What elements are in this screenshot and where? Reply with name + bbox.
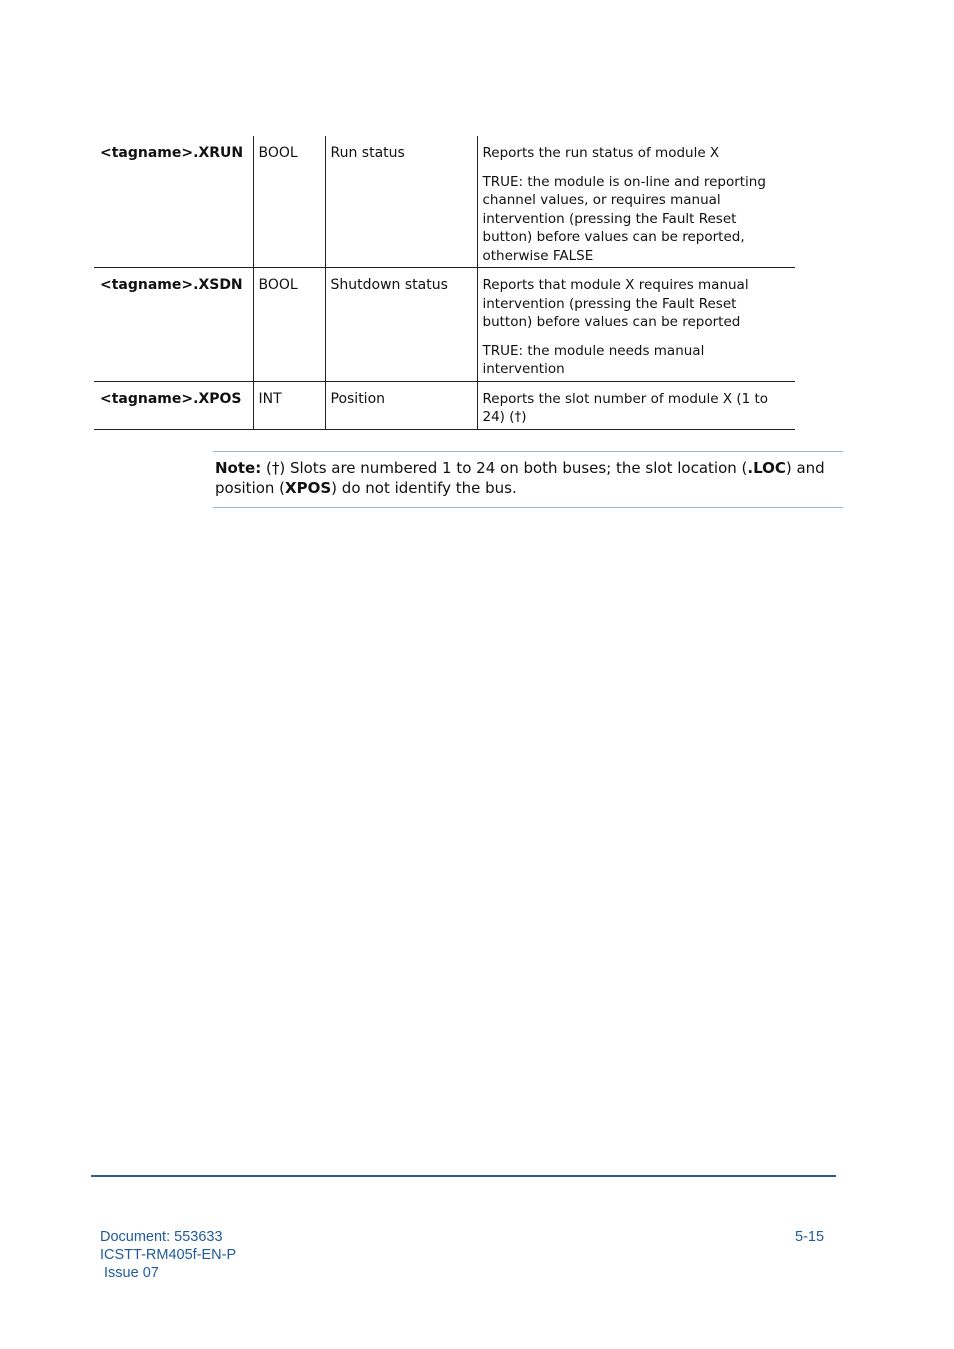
description-paragraph: TRUE: the module is on-line and reporting channel values, or requires manual intervention (pressing the Fault Reset button) before values can be reported, otherwise FALSE — [482, 173, 766, 264]
data-type-cell: BOOL — [253, 136, 325, 268]
description-name-cell: Shutdown status — [325, 268, 477, 382]
note-box — [213, 451, 843, 508]
tag-name-cell: <tagname>.XPOS — [94, 381, 253, 429]
table-row — [94, 268, 795, 382]
issue-number: Issue 07 — [100, 1265, 159, 1281]
footer-page-number — [795, 1228, 824, 1246]
description-paragraph: Reports the run status of module X — [482, 145, 720, 161]
description-cell — [477, 136, 795, 268]
footer-document-info — [100, 1228, 236, 1282]
table-row — [94, 136, 795, 268]
description-paragraph: Reports the slot number of module X (1 to 24) (†) — [482, 390, 769, 425]
tag-name-cell: <tagname>.XRUN — [94, 136, 253, 268]
description-cell — [477, 381, 795, 429]
publication-number: ICSTT-RM405f-EN-P — [100, 1247, 237, 1263]
note-loc-term: .LOC — [747, 459, 786, 477]
note-text: ) do not identify the bus. — [331, 479, 517, 497]
tag-name-cell: <tagname>.XSDN — [94, 268, 253, 382]
description-paragraph: TRUE: the module needs manual intervention — [482, 342, 705, 377]
data-type-cell: INT — [253, 381, 325, 429]
description-name-cell: Run status — [325, 136, 477, 268]
table-row — [94, 381, 795, 429]
note-text: (†) Slots are numbered 1 to 24 on both buses; the slot location ( — [261, 459, 748, 477]
description-name-cell: Position — [325, 381, 477, 429]
footer-divider — [91, 1175, 836, 1177]
note-text: ) and position ( — [215, 459, 825, 497]
page-number: 5-15 — [795, 1229, 825, 1245]
tag-table — [94, 136, 795, 430]
description-cell — [477, 268, 795, 382]
description-paragraph: Reports that module X requires manual intervention (pressing the Fault Reset button) before values can be reported — [482, 277, 749, 330]
document-number: Document: 553633 — [100, 1229, 223, 1245]
data-type-cell: BOOL — [253, 268, 325, 382]
note-xpos-term: XPOS — [285, 479, 332, 497]
note-label: Note: — [215, 459, 262, 477]
